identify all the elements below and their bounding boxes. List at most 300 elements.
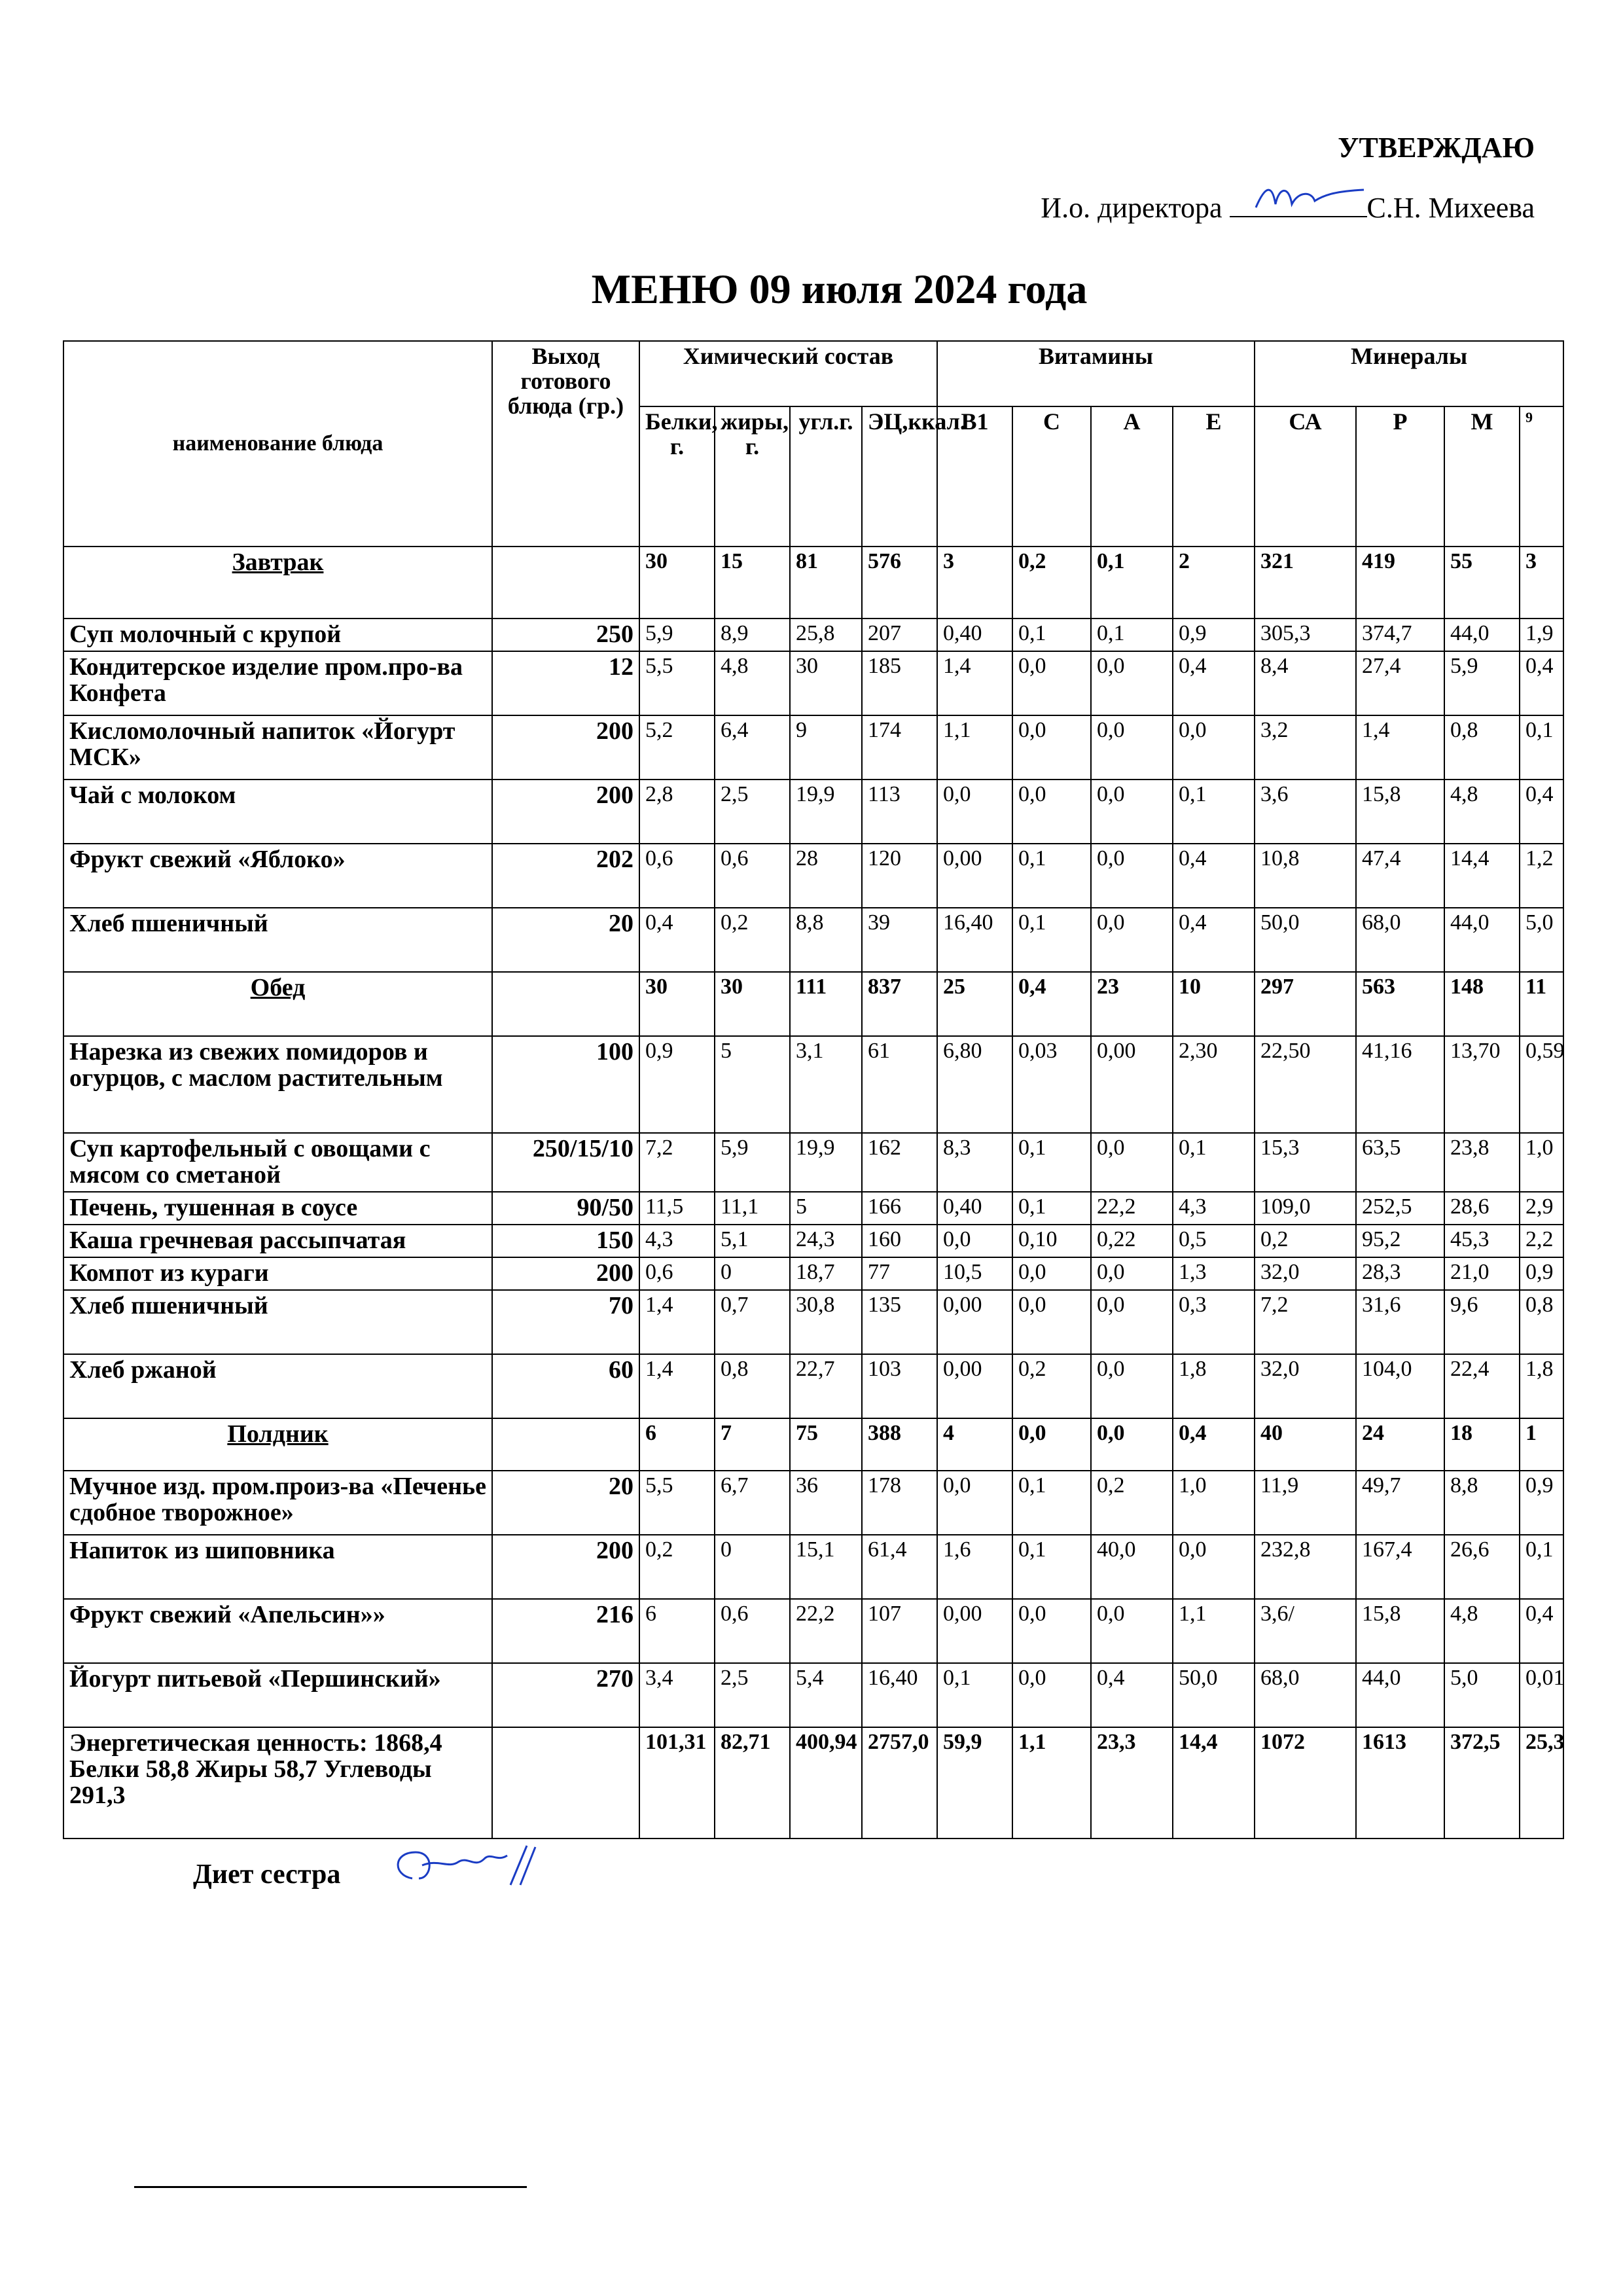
value-cell: 0,9 — [1173, 619, 1255, 651]
header-col-9: Р — [1356, 406, 1444, 547]
value-cell: 0,01 — [1520, 1663, 1563, 1727]
value-cell: 19,9 — [790, 780, 862, 844]
value-cell: 15,8 — [1356, 780, 1444, 844]
value-cell: 5,2 — [639, 715, 715, 780]
value-cell: 0,1 — [1091, 619, 1173, 651]
value-cell: 2,5 — [715, 1663, 790, 1727]
value-cell: 0,1 — [1091, 547, 1173, 619]
value-cell: 45,3 — [1444, 1225, 1520, 1257]
value-cell: 23,3 — [1091, 1727, 1173, 1839]
table-row — [63, 908, 1563, 972]
table-row — [63, 1663, 1563, 1727]
value-cell: 0,1 — [1012, 1192, 1091, 1225]
dish-output: 200 — [492, 1535, 639, 1599]
value-cell: 4,8 — [1444, 780, 1520, 844]
value-cell: 40 — [1255, 1418, 1356, 1471]
value-cell: 103 — [862, 1354, 937, 1418]
value-cell: 0,0 — [1012, 780, 1091, 844]
value-cell: 563 — [1356, 972, 1444, 1036]
header-vitamins: Витамины — [937, 341, 1255, 406]
value-cell: 7,2 — [1255, 1290, 1356, 1354]
value-cell: 0,00 — [1091, 1036, 1173, 1133]
dish-name: Компот из кураги — [63, 1257, 492, 1290]
menu-table — [63, 340, 1564, 1839]
value-cell: 0,0 — [1091, 651, 1173, 715]
dish-output: 20 — [492, 1471, 639, 1535]
dish-name: Йогурт питьевой «Першинский» — [63, 1663, 492, 1727]
table-row — [63, 619, 1563, 651]
value-cell: 109,0 — [1255, 1192, 1356, 1225]
value-cell: 1,9 — [1520, 619, 1563, 651]
value-cell: 6,7 — [715, 1471, 790, 1535]
value-cell: 2,2 — [1520, 1225, 1563, 1257]
value-cell: 15 — [715, 547, 790, 619]
value-cell: 0,8 — [1520, 1290, 1563, 1354]
value-cell: 39 — [862, 908, 937, 972]
value-cell: 1,8 — [1520, 1354, 1563, 1418]
value-cell: 5 — [790, 1192, 862, 1225]
value-cell: 120 — [862, 844, 937, 908]
value-cell: 1072 — [1255, 1727, 1356, 1839]
value-cell: 32,0 — [1255, 1257, 1356, 1290]
value-cell: 207 — [862, 619, 937, 651]
dish-name: Энергетическая ценность: 1868,4 Белки 58,8 Жиры 58,7 Углеводы 291,3 — [63, 1727, 492, 1839]
value-cell: 0,00 — [937, 1599, 1012, 1663]
header-output: Выход готового блюда (гр.) — [492, 341, 639, 547]
value-cell: 18 — [1444, 1418, 1520, 1471]
value-cell: 49,7 — [1356, 1471, 1444, 1535]
table-row — [63, 1133, 1563, 1192]
value-cell: 1,0 — [1520, 1133, 1563, 1192]
value-cell: 0,0 — [1173, 715, 1255, 780]
value-cell: 1,8 — [1173, 1354, 1255, 1418]
value-cell: 321 — [1255, 547, 1356, 619]
header-col-7: Е — [1173, 406, 1255, 547]
value-cell: 0,4 — [1173, 844, 1255, 908]
value-cell: 0,2 — [1012, 547, 1091, 619]
value-cell: 30 — [715, 972, 790, 1036]
dish-output: 250/15/10 — [492, 1133, 639, 1192]
value-cell: 374,7 — [1356, 619, 1444, 651]
value-cell: 0,0 — [1091, 1257, 1173, 1290]
dish-output: 90/50 — [492, 1192, 639, 1225]
value-cell: 0,0 — [1091, 908, 1173, 972]
value-cell: 24 — [1356, 1418, 1444, 1471]
value-cell: 14,4 — [1173, 1727, 1255, 1839]
value-cell: 297 — [1255, 972, 1356, 1036]
value-cell: 8,9 — [715, 619, 790, 651]
director-signature — [1230, 190, 1367, 217]
total-row — [63, 1727, 1563, 1839]
value-cell: 9 — [790, 715, 862, 780]
dish-name: Напиток из шиповника — [63, 1535, 492, 1599]
value-cell: 47,4 — [1356, 844, 1444, 908]
value-cell: 0,1 — [1520, 1535, 1563, 1599]
value-cell: 419 — [1356, 547, 1444, 619]
value-cell: 0,40 — [937, 619, 1012, 651]
value-cell: 2757,0 — [862, 1727, 937, 1839]
value-cell: 30 — [639, 972, 715, 1036]
value-cell: 40,0 — [1091, 1535, 1173, 1599]
dish-name: Хлеб пшеничный — [63, 1290, 492, 1354]
value-cell: 2,8 — [639, 780, 715, 844]
value-cell: 5,0 — [1520, 908, 1563, 972]
value-cell: 5,5 — [639, 1471, 715, 1535]
header-col-0: Белки, г. — [639, 406, 715, 547]
value-cell: 0,1 — [1012, 1133, 1091, 1192]
value-cell: 305,3 — [1255, 619, 1356, 651]
value-cell: 0,6 — [639, 844, 715, 908]
value-cell: 22,2 — [1091, 1192, 1173, 1225]
value-cell: 0,9 — [1520, 1257, 1563, 1290]
value-cell: 4,3 — [1173, 1192, 1255, 1225]
value-cell: 400,94 — [790, 1727, 862, 1839]
value-cell: 0,9 — [639, 1036, 715, 1133]
value-cell: 5,1 — [715, 1225, 790, 1257]
value-cell: 59,9 — [937, 1727, 1012, 1839]
value-cell: 4,8 — [1444, 1599, 1520, 1663]
value-cell: 0,0 — [937, 1225, 1012, 1257]
value-cell: 0,0 — [1091, 1599, 1173, 1663]
value-cell: 25 — [937, 972, 1012, 1036]
value-cell: 75 — [790, 1418, 862, 1471]
dish-output — [492, 1727, 639, 1839]
value-cell: 252,5 — [1356, 1192, 1444, 1225]
value-cell: 0,1 — [1012, 619, 1091, 651]
value-cell: 0,1 — [1012, 1471, 1091, 1535]
value-cell: 1 — [1520, 1418, 1563, 1471]
value-cell: 5,0 — [1444, 1663, 1520, 1727]
value-cell: 5,4 — [790, 1663, 862, 1727]
value-cell: 16,40 — [937, 908, 1012, 972]
value-cell: 0,1 — [1012, 1535, 1091, 1599]
dish-name: Мучное изд. пром.произ-ва «Печенье сдобное творожное» — [63, 1471, 492, 1535]
value-cell: 107 — [862, 1599, 937, 1663]
value-cell: 24,3 — [790, 1225, 862, 1257]
value-cell: 0,2 — [1091, 1471, 1173, 1535]
dish-name: Нарезка из свежих помидоров и огурцов, с маслом растительным — [63, 1036, 492, 1133]
dish-name: Фрукт свежий «Яблоко» — [63, 844, 492, 908]
value-cell: 232,8 — [1255, 1535, 1356, 1599]
value-cell: 19,9 — [790, 1133, 862, 1192]
approval-heading: УТВЕРЖДАЮ — [1338, 132, 1535, 164]
value-cell: 135 — [862, 1290, 937, 1354]
value-cell: 25,3 — [1520, 1727, 1563, 1839]
value-cell: 68,0 — [1255, 1663, 1356, 1727]
header-col-3: ЭЦ,ккал. — [862, 406, 937, 547]
value-cell: 0,0 — [1012, 1599, 1091, 1663]
value-cell: 5,5 — [639, 651, 715, 715]
value-cell: 185 — [862, 651, 937, 715]
table-row — [63, 1192, 1563, 1225]
dish-name: Каша гречневая рассыпчатая — [63, 1225, 492, 1257]
dish-name: Суп картофельный с овощами с мясом со сметаной — [63, 1133, 492, 1192]
value-cell: 0,1 — [937, 1663, 1012, 1727]
value-cell: 26,6 — [1444, 1535, 1520, 1599]
value-cell: 5,9 — [715, 1133, 790, 1192]
value-cell: 23 — [1091, 972, 1173, 1036]
value-cell: 77 — [862, 1257, 937, 1290]
value-cell: 0,0 — [1091, 1133, 1173, 1192]
value-cell: 6 — [639, 1599, 715, 1663]
value-cell: 101,31 — [639, 1727, 715, 1839]
value-cell: 21,0 — [1444, 1257, 1520, 1290]
value-cell: 0,4 — [1091, 1663, 1173, 1727]
section-title: Завтрак — [63, 547, 492, 619]
value-cell: 11,9 — [1255, 1471, 1356, 1535]
header-col-8: СА — [1255, 406, 1356, 547]
dish-output: 250 — [492, 619, 639, 651]
value-cell: 0,4 — [1012, 972, 1091, 1036]
dish-output: 200 — [492, 1257, 639, 1290]
value-cell: 2,30 — [1173, 1036, 1255, 1133]
value-cell: 160 — [862, 1225, 937, 1257]
dish-output: 200 — [492, 780, 639, 844]
header-col-11: 9 — [1520, 406, 1563, 547]
value-cell: 0,5 — [1173, 1225, 1255, 1257]
value-cell: 1613 — [1356, 1727, 1444, 1839]
value-cell: 18,7 — [790, 1257, 862, 1290]
value-cell: 13,70 — [1444, 1036, 1520, 1133]
value-cell: 178 — [862, 1471, 937, 1535]
value-cell: 8,4 — [1255, 651, 1356, 715]
value-cell: 3,6/ — [1255, 1599, 1356, 1663]
table-row — [63, 1290, 1563, 1354]
value-cell: 28,3 — [1356, 1257, 1444, 1290]
dish-name: Кисломолочный напиток «Йогурт МСК» — [63, 715, 492, 780]
value-cell: 1,0 — [1173, 1471, 1255, 1535]
table-row — [63, 1257, 1563, 1290]
table-row — [63, 780, 1563, 844]
dish-name: Хлеб ржаной — [63, 1354, 492, 1418]
value-cell: 11 — [1520, 972, 1563, 1036]
value-cell: 50,0 — [1173, 1663, 1255, 1727]
dish-output: 70 — [492, 1290, 639, 1354]
dish-output: 270 — [492, 1663, 639, 1727]
footer-rule — [134, 2186, 527, 2188]
section-row — [63, 547, 1563, 619]
value-cell: 1,4 — [937, 651, 1012, 715]
value-cell: 30 — [790, 651, 862, 715]
value-cell: 2,5 — [715, 780, 790, 844]
value-cell: 0,8 — [715, 1354, 790, 1418]
value-cell: 1,2 — [1520, 844, 1563, 908]
value-cell: 23,8 — [1444, 1133, 1520, 1192]
value-cell: 30,8 — [790, 1290, 862, 1354]
value-cell: 95,2 — [1356, 1225, 1444, 1257]
value-cell: 6 — [639, 1418, 715, 1471]
value-cell: 22,2 — [790, 1599, 862, 1663]
value-cell: 11,1 — [715, 1192, 790, 1225]
value-cell: 0,0 — [1173, 1535, 1255, 1599]
value-cell: 0,1 — [1173, 1133, 1255, 1192]
dish-output: 200 — [492, 715, 639, 780]
value-cell: 8,8 — [1444, 1471, 1520, 1535]
header-col-4: В1 — [937, 406, 1012, 547]
header-minerals: Минералы — [1255, 341, 1563, 406]
value-cell: 3 — [1520, 547, 1563, 619]
value-cell: 3 — [937, 547, 1012, 619]
value-cell: 0,0 — [1091, 1290, 1173, 1354]
value-cell: 4 — [937, 1418, 1012, 1471]
value-cell: 162 — [862, 1133, 937, 1192]
value-cell: 0,1 — [1520, 715, 1563, 780]
value-cell: 5,9 — [639, 619, 715, 651]
value-cell: 388 — [862, 1418, 937, 1471]
value-cell: 9,6 — [1444, 1290, 1520, 1354]
value-cell: 372,5 — [1444, 1727, 1520, 1839]
dish-output: 100 — [492, 1036, 639, 1133]
value-cell: 0,8 — [1444, 715, 1520, 780]
value-cell: 27,4 — [1356, 651, 1444, 715]
value-cell: 3,1 — [790, 1036, 862, 1133]
section-row — [63, 1418, 1563, 1471]
header-col-2: угл.г. — [790, 406, 862, 547]
value-cell: 14,4 — [1444, 844, 1520, 908]
director-name: С.Н. Михеева — [1366, 192, 1535, 224]
value-cell: 1,1 — [937, 715, 1012, 780]
value-cell: 0,0 — [1091, 715, 1173, 780]
value-cell: 111 — [790, 972, 862, 1036]
table-row — [63, 1036, 1563, 1133]
value-cell: 0,0 — [937, 1471, 1012, 1535]
value-cell: 44,0 — [1444, 619, 1520, 651]
value-cell: 0,2 — [639, 1535, 715, 1599]
value-cell: 0,4 — [1520, 651, 1563, 715]
value-cell: 1,3 — [1173, 1257, 1255, 1290]
section-title: Полдник — [63, 1418, 492, 1471]
header-col-1: жиры, г. — [715, 406, 790, 547]
value-cell: 2,9 — [1520, 1192, 1563, 1225]
value-cell: 0,4 — [1520, 780, 1563, 844]
value-cell: 2 — [1173, 547, 1255, 619]
value-cell: 0,4 — [1173, 651, 1255, 715]
value-cell: 55 — [1444, 547, 1520, 619]
value-cell: 0,0 — [1012, 1257, 1091, 1290]
value-cell: 3,2 — [1255, 715, 1356, 780]
value-cell: 0,0 — [1012, 1663, 1091, 1727]
value-cell: 5 — [715, 1036, 790, 1133]
dish-name: Печень, тушенная в соусе — [63, 1192, 492, 1225]
value-cell: 3,6 — [1255, 780, 1356, 844]
value-cell: 0,0 — [1012, 1418, 1091, 1471]
value-cell: 11,5 — [639, 1192, 715, 1225]
value-cell: 15,1 — [790, 1535, 862, 1599]
value-cell: 113 — [862, 780, 937, 844]
value-cell: 81 — [790, 547, 862, 619]
value-cell: 28 — [790, 844, 862, 908]
value-cell: 10 — [1173, 972, 1255, 1036]
dish-output: 216 — [492, 1599, 639, 1663]
value-cell: 3,4 — [639, 1663, 715, 1727]
header-col-5: С — [1012, 406, 1091, 547]
value-cell: 5,9 — [1444, 651, 1520, 715]
value-cell: 28,6 — [1444, 1192, 1520, 1225]
value-cell: 0,4 — [1173, 1418, 1255, 1471]
header-chemical: Химический состав — [639, 341, 937, 406]
value-cell: 8,8 — [790, 908, 862, 972]
value-cell: 0,6 — [639, 1257, 715, 1290]
dish-output: 60 — [492, 1354, 639, 1418]
dish-output: 202 — [492, 844, 639, 908]
value-cell: 50,0 — [1255, 908, 1356, 972]
value-cell: 0,1 — [1012, 908, 1091, 972]
dish-name: Хлеб пшеничный — [63, 908, 492, 972]
value-cell: 0,0 — [1091, 1418, 1173, 1471]
value-cell: 63,5 — [1356, 1133, 1444, 1192]
value-cell: 104,0 — [1356, 1354, 1444, 1418]
value-cell: 0,00 — [937, 1290, 1012, 1354]
dish-output — [492, 972, 639, 1036]
value-cell: 166 — [862, 1192, 937, 1225]
value-cell: 174 — [862, 715, 937, 780]
value-cell: 1,4 — [639, 1290, 715, 1354]
value-cell: 61,4 — [862, 1535, 937, 1599]
value-cell: 68,0 — [1356, 908, 1444, 972]
dish-name: Кондитерское изделие пром.про-ва Конфета — [63, 651, 492, 715]
value-cell: 82,71 — [715, 1727, 790, 1839]
value-cell: 0,2 — [1255, 1225, 1356, 1257]
dish-output: 12 — [492, 651, 639, 715]
value-cell: 148 — [1444, 972, 1520, 1036]
value-cell: 0,00 — [937, 1354, 1012, 1418]
value-cell: 25,8 — [790, 619, 862, 651]
header-col-10: М — [1444, 406, 1520, 547]
value-cell: 31,6 — [1356, 1290, 1444, 1354]
table-row — [63, 1599, 1563, 1663]
value-cell: 0 — [715, 1257, 790, 1290]
table-row — [63, 1225, 1563, 1257]
value-cell: 0,0 — [937, 780, 1012, 844]
value-cell: 8,3 — [937, 1133, 1012, 1192]
value-cell: 15,8 — [1356, 1599, 1444, 1663]
value-cell: 36 — [790, 1471, 862, 1535]
value-cell: 44,0 — [1444, 908, 1520, 972]
value-cell: 0,0 — [1012, 1290, 1091, 1354]
value-cell: 1,1 — [1012, 1727, 1091, 1839]
value-cell: 0,4 — [1520, 1599, 1563, 1663]
value-cell: 0,0 — [1091, 780, 1173, 844]
value-cell: 576 — [862, 547, 937, 619]
diet-nurse-signature-line — [193, 1859, 340, 1890]
value-cell: 0,1 — [1173, 780, 1255, 844]
table-row — [63, 715, 1563, 780]
value-cell: 1,6 — [937, 1535, 1012, 1599]
value-cell: 16,40 — [862, 1663, 937, 1727]
approval-director-line — [1041, 190, 1535, 224]
table-row — [63, 1354, 1563, 1418]
dish-output: 20 — [492, 908, 639, 972]
dish-output — [492, 547, 639, 619]
diet-nurse-signature — [386, 1839, 537, 1898]
value-cell: 1,4 — [639, 1354, 715, 1418]
value-cell: 0,00 — [937, 844, 1012, 908]
value-cell: 32,0 — [1255, 1354, 1356, 1418]
value-cell: 7,2 — [639, 1133, 715, 1192]
section-title: Обед — [63, 972, 492, 1036]
value-cell: 0,10 — [1012, 1225, 1091, 1257]
value-cell: 7 — [715, 1418, 790, 1471]
value-cell: 22,50 — [1255, 1036, 1356, 1133]
table-row — [63, 844, 1563, 908]
section-row — [63, 972, 1563, 1036]
dish-name: Чай с молоком — [63, 780, 492, 844]
value-cell: 22,4 — [1444, 1354, 1520, 1418]
header-dish-name: наименование блюда — [63, 341, 492, 547]
value-cell: 0,0 — [1012, 715, 1091, 780]
dish-name: Суп молочный с крупой — [63, 619, 492, 651]
value-cell: 30 — [639, 547, 715, 619]
